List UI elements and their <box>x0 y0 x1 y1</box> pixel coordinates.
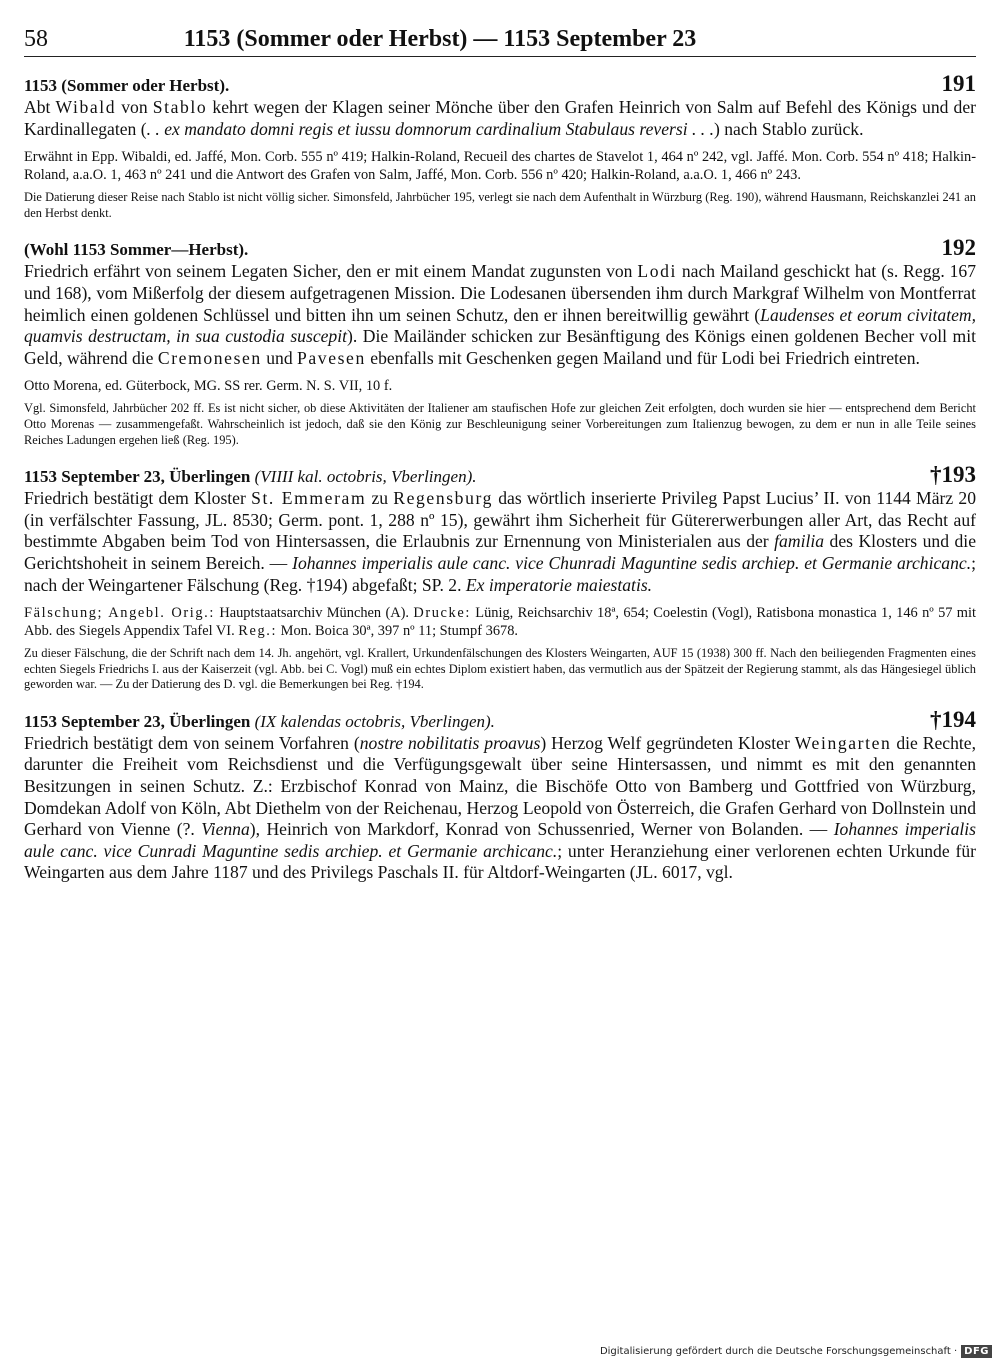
entry-191 <box>24 71 976 221</box>
entry-date: 1153 (Sommer oder Herbst). <box>24 76 230 95</box>
footer-credit: Digitalisierung gefördert durch die Deutsche Forschungsgemeinschaft · <box>599 1346 958 1357</box>
entry-number: 192 <box>941 235 976 261</box>
digitization-footer <box>600 1345 992 1358</box>
entry-192 <box>24 235 976 448</box>
entry-194 <box>24 707 976 884</box>
entry-heading <box>24 462 976 488</box>
entry-193 <box>24 462 976 693</box>
entry-number: 191 <box>941 71 976 96</box>
entry-date: (Wohl 1153 Sommer—Herbst). <box>24 240 249 260</box>
running-title: 1153 (Sommer oder Herbst) — 1153 September 23 <box>183 26 697 52</box>
entry-sources: Erwähnt in Epp. Wibaldi, ed. Jaffé, Mon. Corb. 555 nº 419; Halkin-Roland, Recueil des chartes de Stavelot 1, 464 nº 242, vgl. Jaffé. Mon. Corb. 554 nº 418; Halkin-Roland, a.a.O. 1, 463 nº 241 und die Antwort des Grafen von Salm, Jaffé, Mon. Corb. 556 nº 420; Halkin-Roland, a.a.O. 1, 466 nº 243. <box>24 149 976 184</box>
dfg-logo: DFG <box>961 1345 992 1358</box>
entry-heading <box>24 707 976 733</box>
entry-date: 1153 September 23, Überlingen (IX kalendas octobris, Vberlingen). <box>24 711 495 731</box>
entry-number: †194 <box>930 706 976 732</box>
entry-regest: Friedrich bestätigt dem Kloster St. Emmeram zu Regensburg das wörtlich inserierte Privileg Papst Lucius’ II. von 1144 März 20 (in verfälschter Fassung, JL. 8530; Germ. pont. 1, 288 nº 15), gewährt ihm Sicherheit für Gütererwerbungen aller Art, das Recht auf bestimmte Abgaben beim Tod von Hintersassen, die Erlaubnis zur Ernennung von Ministerialen aus der familia des Klosters und die Gerichtshoheit in seinem Bereich. — Iohannes imperialis aule canc. vice Chunradi Maguntine sedis archiep. et Germanie archicanc.; nach der Weingartener Fälschung (Reg. †194) abgefaßt; SP. 2. Ex imperatorie maiestatis. <box>24 488 976 595</box>
entry-heading <box>24 71 976 97</box>
entry-notes: Zu dieser Fälschung, die der Schrift nach dem 14. Jh. angehört, vgl. Krallert, Urkundenfälschungen des Klosters Weingarten, AUF 15 (1938) 300 ff. Nach den beiliegenden Fragmenten eines echten Siegels Friedrichs I. aus der Kaiserzeit (vgl. Abb. bei C. Vogl) muß ein echtes Diplom existiert haben, das vermutlich aus der Spätzeit der Regierung stammt, als das Hängesiegel üblich geworden war. — Zu der Datierung des D. vgl. die Bemerkungen bei Reg. †194. <box>24 646 976 692</box>
entry-sources: Fälschung; Angebl. Orig.: Hauptstaatsarchiv München (A). Drucke: Lünig, Reichsarchiv 18ª, 654; Coelestin (Vogl), Ratisbona monastica 1, 146 nº 57 mit Abb. des Siegels Appendix Tafel VI. Reg.: Mon. Boica 30ª, 397 nº 11; Stumpf 3678. <box>24 605 976 640</box>
entry-regest: Friedrich bestätigt dem von seinem Vorfahren (nostre nobilitatis proavus) Herzog Welf gegründeten Kloster Weingarten die Rechte, darunter die Freiheit vom Reichsdienst und die Verfügungsgewalt über seine Hintersassen, und nimmt es mit den genannten Besitzungen in seinen Schutz. Z.: Erzbischof Konrad von Mainz, die Bischöfe Otto von Bamberg und Gottfried von Würzburg, Domdekan Adolf von Köln, Abt Diethelm von der Reichenau, Herzog Leopold von Österreich, die Grafen Gerhard von Dollnstein und Gerhard von Vienne (?. Vienna), Heinrich von Markdorf, Konrad von Schussenried, Werner von Bolanden. — Iohannes imperialis aule canc. vice Cunradi Maguntine sedis archiep. et Germanie archicanc.; unter Heranziehung einer verlorenen echten Urkunde für Weingarten aus dem Jahre 1187 und des Privilegs Paschals II. für Altdorf-Weingarten (JL. 6017, vgl. <box>24 732 976 883</box>
entry-number: †193 <box>930 462 976 488</box>
entry-regest: Friedrich erfährt von seinem Legaten Sicher, den er mit einem Mandat zugunsten von Lodi nach Mailand geschickt hat (s. Regg. 167 und 168), vom Mißerfolg der diesem aufgetragenen Mission. Die Lodesanen übersenden ihm durch Markgraf Wilhelm von Montferrat heimlich einen goldenen Schlüssel und bitten ihn um seinen Schutz, den er ihnen bereitwillig gewährt (Laudenses et eorum civitatem, quamvis destructam, in sua custodia suscepit). Die Mailänder schicken zur Besänftigung des Königs einen goldenen Becher voll mit Geld, während die Cremonesen und Pavesen ebenfalls mit Geschenken gegen Mailand und für Lodi bei Friedrich eintreten. <box>24 261 977 368</box>
document-page <box>24 26 976 884</box>
entry-heading <box>24 235 976 261</box>
entry-notes: Vgl. Simonsfeld, Jahrbücher 202 ff. Es ist nicht sicher, ob diese Aktivitäten der Italiener am staufischen Hofe zur gleichen Zeit erfolgten, doch wurden sie hier — entsprechend dem Bericht Otto Morenas — zusammengefaßt. Wahrscheinlich ist jedoch, daß sie den König zur Beschleunigung seiner Vorbereitungen zum Italienzug bewogen, zu dem er nun in alle Teile seines Reiches Ladungen ergehen ließ (Reg. 195). <box>24 401 976 447</box>
entry-regest: Abt Wibald von Stablo kehrt wegen der Klagen seiner Mönche über den Grafen Heinrich von Salm auf Befehl des Königs und der Kardinallegaten (. . ex mandato domni regis et iussu domnorum cardinalium Stabulaus reversi . . .) nach Stablo zurück. <box>24 97 976 139</box>
entry-date: 1153 September 23, Überlingen (VIIII kal. octobris, Vberlingen). <box>24 467 477 487</box>
entry-sources: Otto Morena, ed. Güterbock, MG. SS rer. Germ. N. S. VII, 10 f. <box>24 378 393 395</box>
running-head <box>24 26 976 57</box>
entry-notes: Die Datierung dieser Reise nach Stablo ist nicht völlig sicher. Simonsfeld, Jahrbücher 195, verlegt sie nach dem Aufenthalt in Würzburg (Reg. 190), während Hausmann, Reichskanzlei 241 an den Herbst denkt. <box>24 190 976 220</box>
page-number: 58 <box>24 26 48 52</box>
